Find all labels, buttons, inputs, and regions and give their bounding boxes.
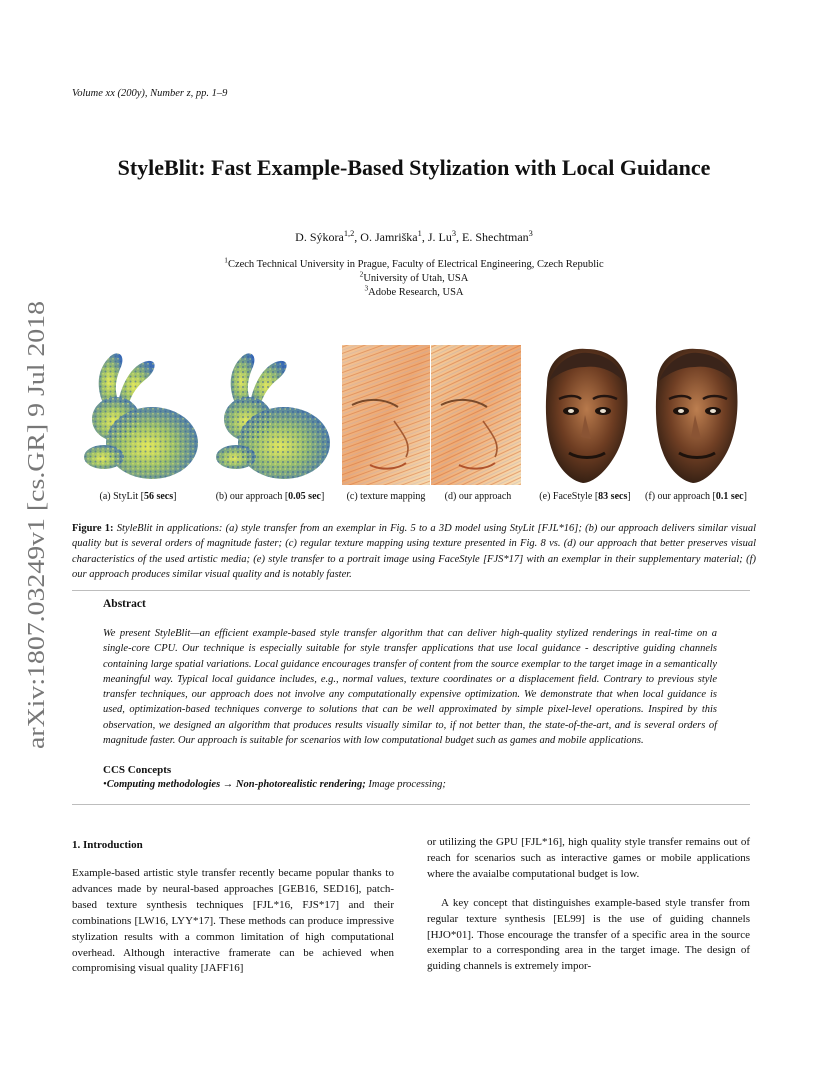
affiliation [0, 255, 828, 270]
affiliation [0, 283, 828, 298]
paragraph: A key concept that distinguishes example-based style transfer from regular texture synthesis [EL99] is the use of guiding channels [HJO*01]. Those encourage the transfer of a specific area in the source exemplar to a corresponding area in the target image. The design of guiding channels is extremely impor- [427, 896, 750, 973]
intro-left-column [72, 866, 394, 977]
affil-text: University of Utah, USA [363, 273, 469, 284]
section-heading: 1. Introduction [72, 839, 143, 851]
affil-sup: 3 [364, 283, 369, 293]
paper-title: StyleBlit: Fast Example-Based Stylization with Local Guidance [117, 155, 711, 180]
figure-caption [72, 521, 756, 582]
face-texture-mapping-image [342, 345, 430, 485]
affil-text: Adobe Research, USA [368, 287, 464, 298]
subfig-caption-c: (c) texture mapping [346, 491, 426, 502]
running-head: Volume xx (200y), Number z, pp. 1–9 [72, 88, 228, 99]
subfig-caption-e: (e) FaceStyle [83 secs] [539, 491, 631, 502]
subfig-caption-a: (a) StyLit [56 secs] [99, 491, 177, 502]
author-affil-sup: 3 [528, 229, 533, 238]
paragraph: or utilizing the GPU [FJL*16], high quality style transfer remains out of reach for scenarios such as interactive games or mobile applications where the avaialbe computational budget is low. [427, 836, 750, 880]
subfig-caption-f: (f) our approach [0.1 sec] [645, 491, 747, 502]
subfig-caption-b: (b) our approach [0.05 sec] [215, 491, 325, 502]
intro-right-column [427, 835, 750, 975]
author-affil-sup: 3 [451, 229, 456, 238]
affiliation [0, 269, 828, 284]
bunny-ours-image [206, 345, 334, 485]
face-ours-image [431, 345, 521, 485]
portrait-facestyle-image [533, 345, 637, 485]
author-name: , E. Shechtman [456, 230, 529, 244]
author-name: D. Sýkora [295, 230, 344, 244]
figure-caption-text: StyleBlit in applications: (a) style transfer from an exemplar in Fig. 5 to a 3D model using StyLit [FJL*16]; (b) our approach delivers similar visual quality but is several orders of magnitude faster; (c) regular texture mapping using texture presented in Fig. 8 vs. (d) our approach that better preserves visual characteristics of the used artistic media; (e) style transfer to a portrait image using FaceStyle [FJS*17] with an exemplar in their supplementary material; (f) our approach produces similar visual quality and is notably faster. [72, 523, 756, 580]
abstract-body: We present StyleBlit—an efficient example-based style transfer algorithm that can deliver high-quality stylized renderings in real-time on a single-core CPU. Our technique is especially suitable for style transfer applications that use local guidance - descriptive guiding channels containing large spatial variations. Local guidance encourages transfer of content from the source exemplar to the target image in a semantically meaningful way. Typical local guidance includes, e.g., normal values, texture coordinates or a displacement field. Contrary to previous style transfer techniques, our approach does not involve any computationally expensive optimization. We demonstrate that when local guidance is used, optimization-based techniques converge to solutions that can be well approximated by simple pixel-level operations. Inspired by this observation, we designed an algorithm that produces results visually similar to, if not better than, the state-of-the-art, and is several orders of magnitude faster. Our approach is suitable for scenarios with low computational budget such as games and mobile applications. [103, 628, 717, 747]
affil-sup: 2 [359, 269, 364, 279]
abstract-heading: Abstract [103, 598, 146, 610]
paragraph: Example-based artistic style transfer recently became popular thanks to advances made by neural-based approaches [GEB16, SED16], patch-based texture synthesis techniques [FJL*16, FJS*17] and their combinations [LW16, LYY*17]. These methods can produce impressive stylization results with a common limitation of high computational overhead. Although interactive framerate can be achieved when compromising visual quality [JAFF16] [72, 867, 394, 975]
author-name: , O. Jamriška [354, 230, 418, 244]
ccs-concepts: •Computing methodologies → Non-photorealistic rendering; Image processing; [103, 779, 446, 790]
affil-text: Czech Technical University in Prague, Faculty of Electrical Engineering, Czech Republic [227, 259, 604, 270]
ccs-heading: CCS Concepts [103, 764, 172, 776]
arxiv-stamp [12, 300, 56, 750]
affil-sup: 1 [224, 255, 228, 265]
author-list [0, 230, 828, 245]
author-affil-sup: 1,2 [343, 229, 355, 238]
arxiv-stamp-text: arXiv:1807.03249v1 [cs.GR] 9 Jul 2018 [24, 362, 50, 749]
bunny-stylit-image [74, 345, 202, 485]
divider [72, 590, 750, 591]
author-name: , J. Lu [421, 230, 452, 244]
divider [72, 804, 750, 805]
figure-label: Figure 1: [72, 523, 114, 534]
subfig-caption-d: (d) our approach [444, 491, 512, 502]
portrait-ours-image [643, 345, 747, 485]
author-affil-sup: 1 [417, 229, 422, 238]
